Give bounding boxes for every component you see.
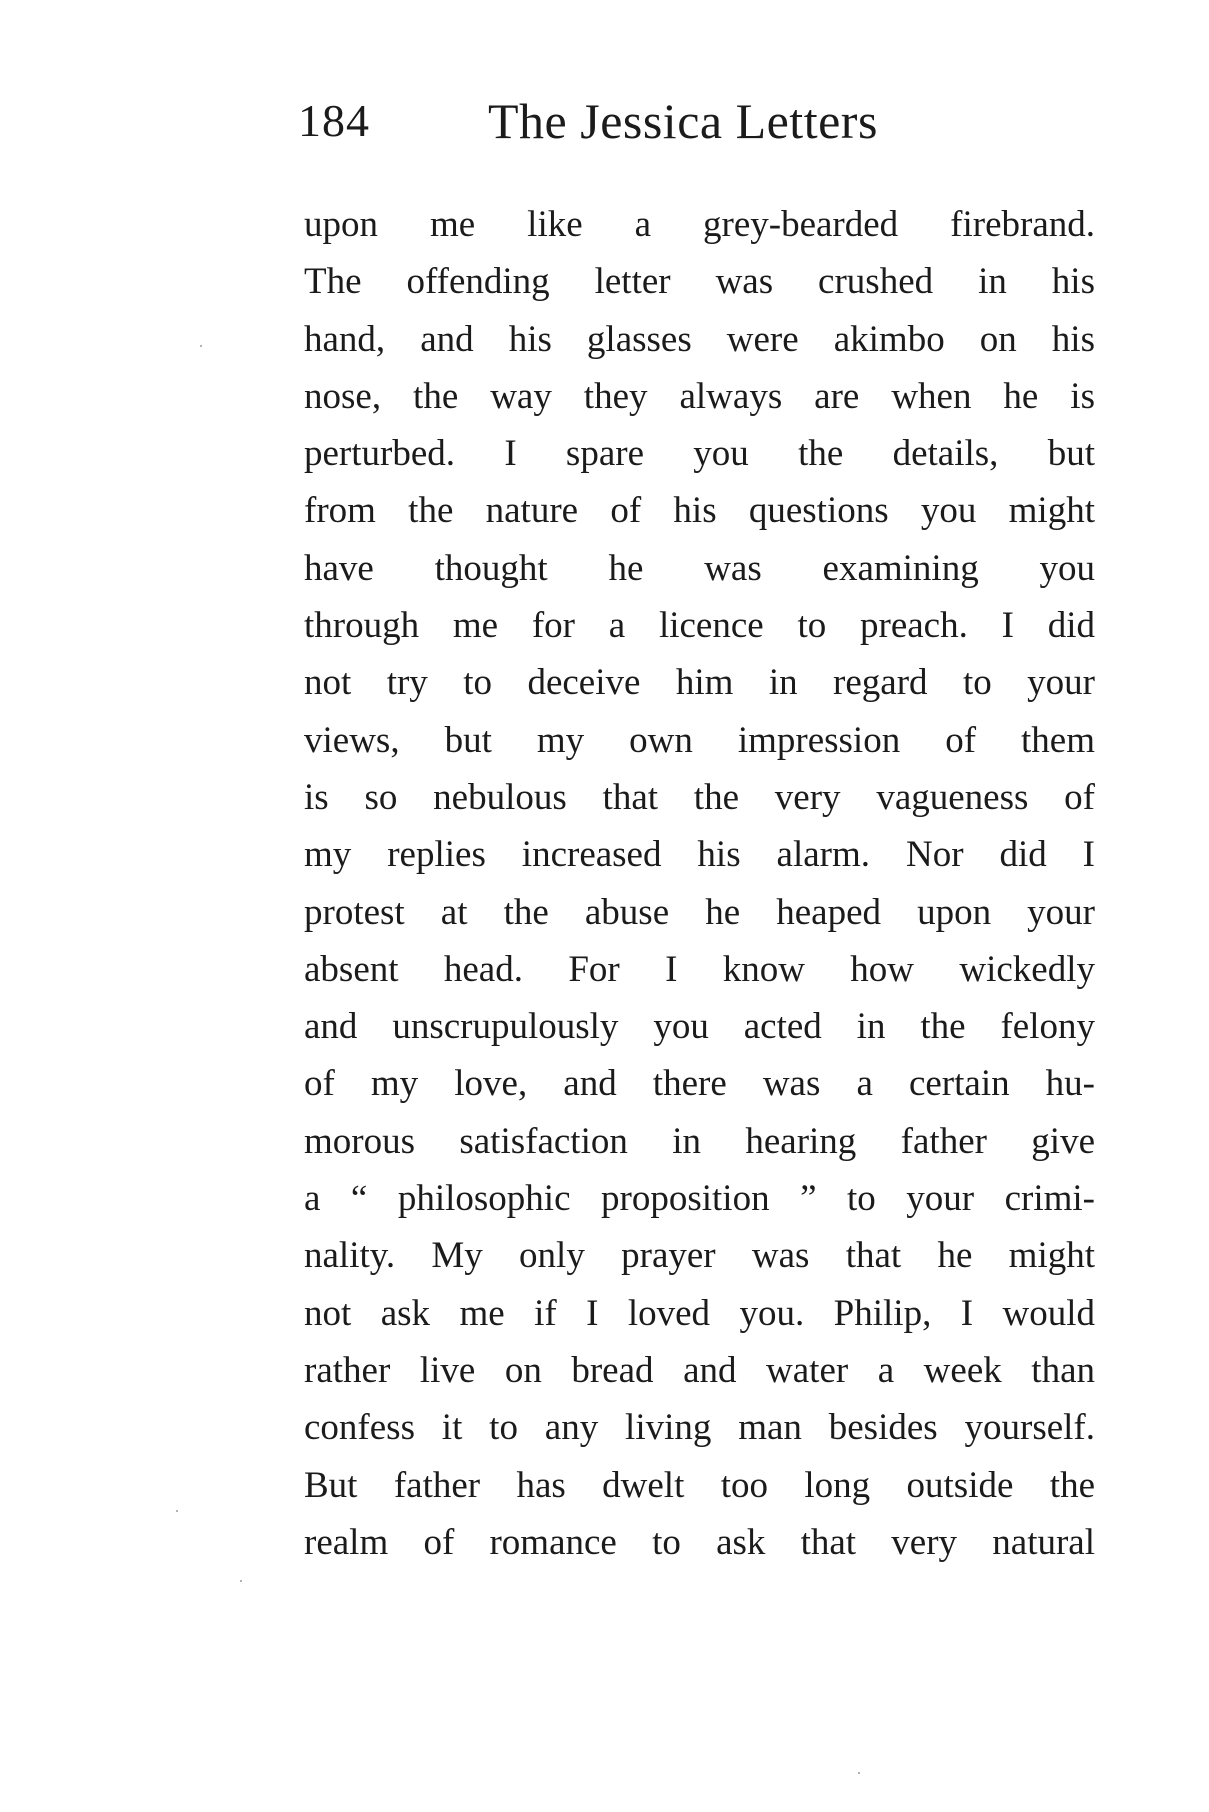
text-line: not try to deceive him in regard to your [304,662,1095,704]
text-line: not ask me if I loved you. Philip, I would [304,1292,1095,1334]
text-line: confess it to any living man besides yourself. [304,1407,1095,1449]
text-line: morous satisfaction in hearing father give [304,1120,1095,1162]
scan-speck [176,1510,178,1512]
text-line: my replies increased his alarm. Nor did I [304,834,1095,876]
text-line: perturbed. I spare you the details, but [304,433,1095,475]
text-line: But father has dwelt too long outside the [304,1464,1095,1506]
text-line: is so nebulous that the very vagueness of [304,776,1095,818]
text-line: and unscrupulously you acted in the felony [304,1006,1095,1048]
page-header [298,86,1078,156]
scan-speck [240,1580,242,1582]
scan-speck [200,345,202,347]
text-line: of my love, and there was a certain hu- [304,1063,1095,1105]
text-line: have thought he was examining you [304,547,1095,589]
body-text [304,196,1095,1571]
text-line: hand, and his glasses were akimbo on his [304,318,1095,360]
text-line: nose, the way they always are when he is [304,375,1095,417]
text-line: through me for a licence to preach. I did [304,605,1095,647]
text-line: rather live on bread and water a week than [304,1349,1095,1391]
page-number: 184 [298,95,370,146]
text-line: realm of romance to ask that very natural [304,1521,1095,1563]
text-line: protest at the abuse he heaped upon your [304,891,1095,933]
scan-speck [858,1772,860,1774]
text-line: absent head. For I know how wickedly [304,948,1095,990]
running-title: The Jessica Letters [488,93,878,149]
text-line: The offending letter was crushed in his [304,261,1095,303]
text-line: views, but my own impression of them [304,719,1095,761]
text-line: from the nature of his questions you might [304,490,1095,532]
text-line: a “ philosophic proposition ” to your crimi- [304,1178,1095,1220]
text-line: upon me like a grey-bearded firebrand. [304,204,1095,245]
text-line: nality. My only prayer was that he might [304,1235,1095,1277]
